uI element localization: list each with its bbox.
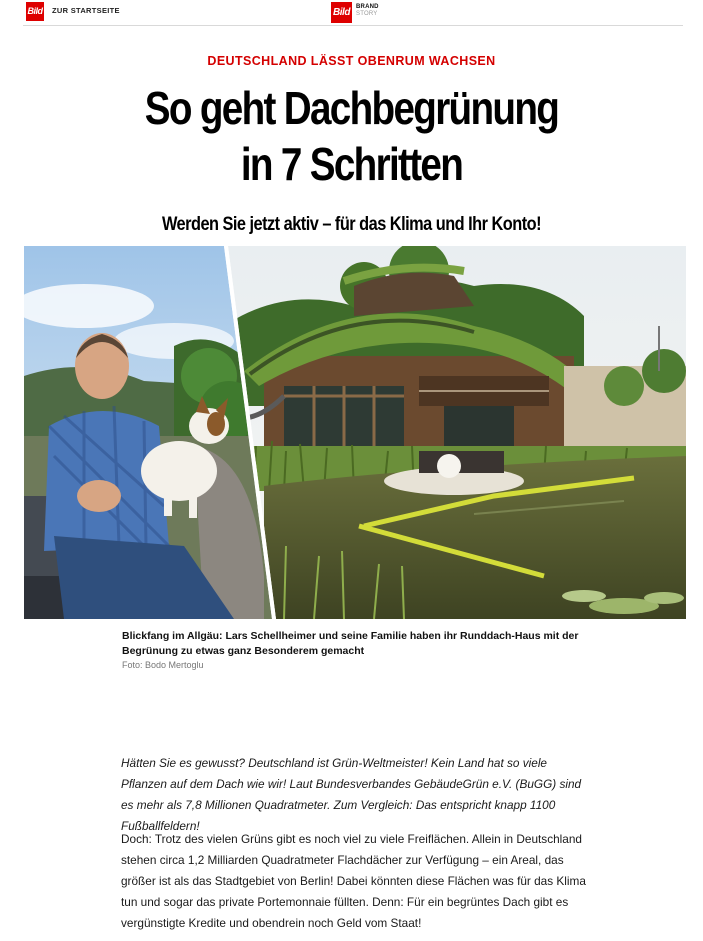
- article-intro: Hätten Sie es gewusst? Deutschland ist Grün-Weltmeister! Kein Land hat so viele Pflanzen auf dem Dach wie wir! Laut Bundesverbandes GebäudeGrün e.V. (BuGG) sind es mehr als 7,8 Millionen Quadratmeter. Zum Vergleich: Das entspricht knapp 1100 Fußballfeldern!: [121, 756, 582, 833]
- bild-logo[interactable]: Bild: [26, 2, 44, 21]
- article-paragraph: Doch: Trotz des vielen Grüns gibt es noch viel zu viele Freiflächen. Allein in Deutschland stehen circa 1,2 Milliarden Quadratmeter Flachdächer zur Verfügung – ein Areal, das größer ist als das Stadtgebiet von Berlin! Dabei könnten diese Flächen was für das Klima tun und sogar das private Portemonnaie füllten. Denn: Für ein begrüntes Dach gibt es vergünstigte Kredite und obendrein noch Geld vom Staat!: [121, 832, 586, 930]
- article-kicker: DEUTSCHLAND LÄSST OBENRUM WACHSEN: [207, 54, 496, 68]
- house-photo: [224, 246, 686, 619]
- header-divider: [23, 25, 683, 26]
- top-bar: [0, 0, 703, 26]
- brand-label: BRAND: [356, 4, 379, 10]
- headline-line-2: in 7 Schritten: [240, 138, 463, 190]
- bild-brand-logo[interactable]: Bild: [331, 2, 352, 23]
- article-headline: [56, 80, 647, 192]
- article-subheadline: Werden Sie jetzt aktiv – für das Klima und Ihr Konto!: [161, 214, 542, 235]
- home-link[interactable]: ZUR STARTSEITE: [52, 6, 120, 15]
- image-caption: Blickfang im Allgäu: Lars Schellheimer und seine Familie haben ihr Runddach-Haus mit der Begrünung zu etwas ganz Besonderem gemacht: [122, 630, 579, 657]
- photo-credit: Foto: Bodo Mertoglu: [122, 660, 204, 670]
- story-label: STORY: [356, 11, 378, 17]
- hero-photo-illustration: [24, 246, 686, 619]
- brand-story-label: [356, 4, 379, 17]
- hero-image: [24, 246, 686, 619]
- headline-line-1: So geht Dachbegrünung: [144, 82, 559, 134]
